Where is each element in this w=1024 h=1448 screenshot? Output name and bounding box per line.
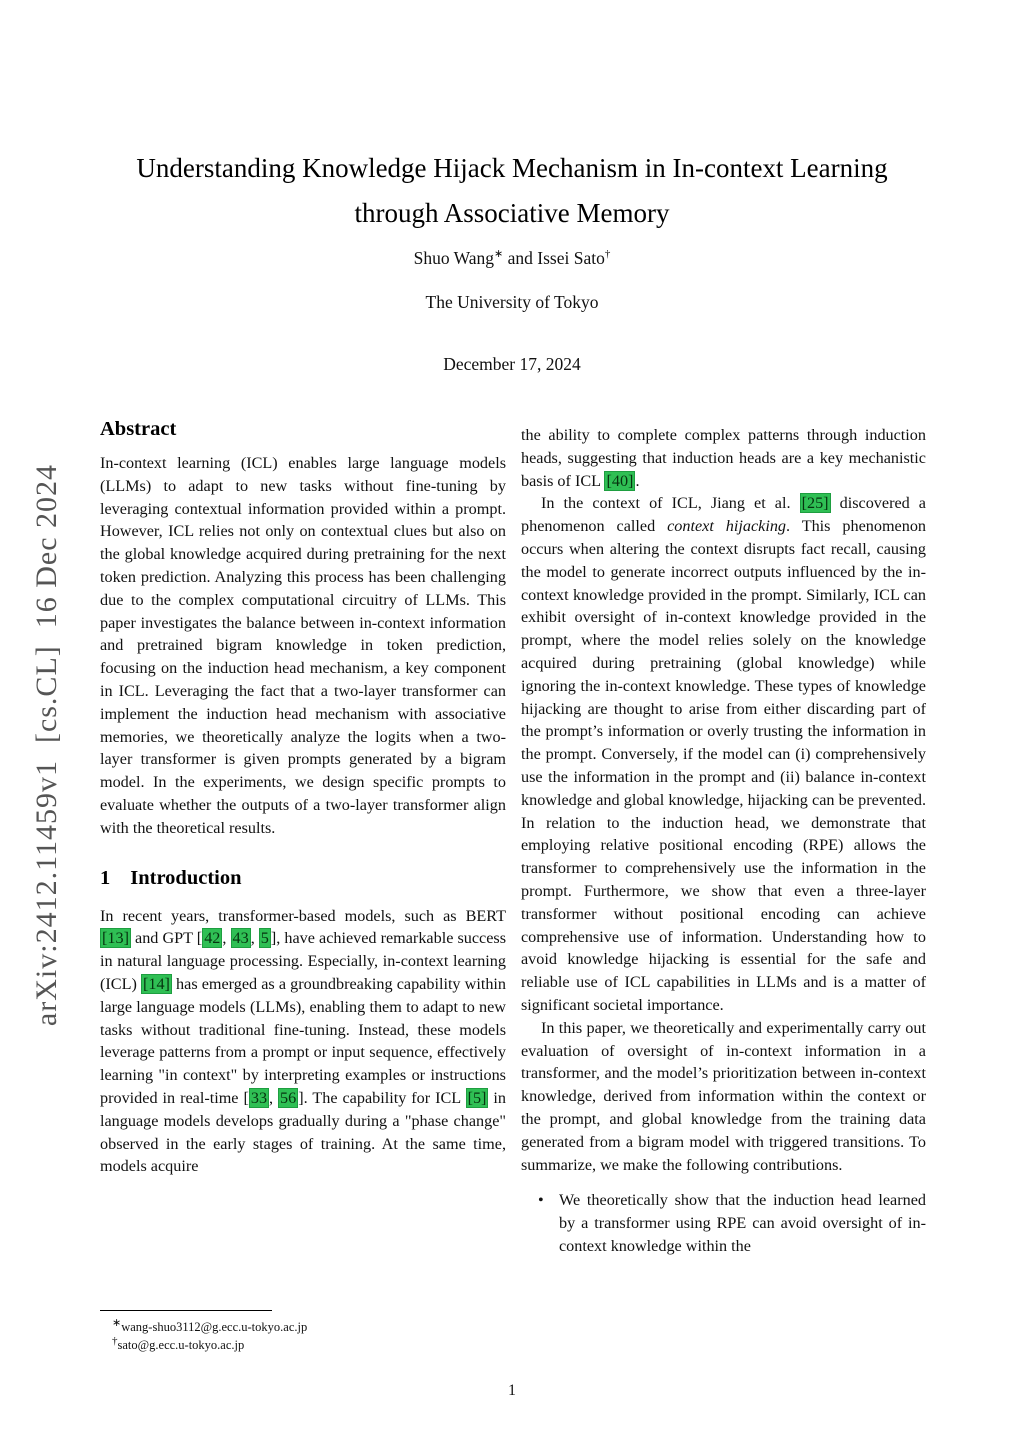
- footnote-2-email: sato@g.ecc.u-tokyo.ac.jp: [117, 1338, 245, 1352]
- paper-title-line1: Understanding Knowledge Hijack Mechanism in In-context Learning: [136, 153, 888, 183]
- footnote-2-mark: †: [112, 1334, 118, 1347]
- footnote-1-mark: ∗: [112, 1316, 122, 1329]
- paper-date: December 17, 2024: [443, 354, 581, 374]
- right-column: [521, 424, 926, 1258]
- citation-ref[interactable]: 43: [232, 929, 249, 948]
- author-footnote-mark-2: †: [604, 248, 611, 261]
- author-joiner: and: [503, 248, 538, 268]
- citation-ref[interactable]: 56: [280, 1088, 297, 1107]
- section-title: Introduction: [130, 866, 242, 889]
- footnotes-block: [100, 1310, 506, 1354]
- citation-ref[interactable]: [5]: [467, 1088, 487, 1107]
- author-name-1: Shuo Wang: [413, 248, 495, 268]
- citation-ref[interactable]: [13]: [102, 929, 129, 948]
- intro-paragraph-3: In this paper, we theoretically and experimentally carry out evaluation of oversight of in-context information in a transformer, and the model’s prioritization between in-context knowledge, derived from information within the context or the prompt, and global knowledge from the training data generated from a bigram model with triggered transitions. To summarize, we make the following contributions.: [521, 1018, 926, 1174]
- footnote-1-email: wang-shuo3112@g.ecc.u-tokyo.ac.jp: [121, 1320, 308, 1334]
- intro-paragraph-2: In the context of ICL, Jiang et al. [25] discovered a phenomenon called context hijacking. This phenomenon occurs when altering the context disrupts fact recall, causing the model to generate incorrect outputs influenced by the in-context knowledge provided in the prompt. Similarly, ICL can exhibit oversight of in-context knowledge provided in the prompt, where the model relies solely on the knowledge acquired during pretraining (global knowledge) while ignoring the in-context knowledge. These types of knowledge hijacking are thought to arise from either discarding part of the prompt’s information or overly trusting the information in the prompt. Conversely, if the model can (i) comprehensively use the information in the prompt and (ii) balance in-context knowledge and global knowledge, hijacking can be prevented. In relation to the induction head, we demonstrate that employing relative positional encoding (RPE) allows the transformer to comprehensively use the information in the prompt. Furthermore, we show that even a three-layer transformer without positional encoding can achieve comprehensive use of information. Understanding how to avoid knowledge hijacking is essential for the safe and reliable use of ICL capabilities in LLMs and is a matter of significant societal importance.: [521, 494, 927, 1014]
- section-heading-introduction: [100, 867, 506, 890]
- author-name-2: Issei Sato: [537, 248, 605, 268]
- abstract-text: In-context learning (ICL) enables large language models (LLMs) to adapt to new tasks without fine-tuning by leveraging contextual information provided within a prompt. However, ICL relies not only on contextual clues but also on the global knowledge acquired during pretraining for the next token prediction. Analyzing this process has been challenging due to the complex computational circuitry of LLMs. This paper investigates the balance between in-context information and pretrained bigram knowledge in token prediction, focusing on the induction head mechanism, a key component in ICL. Leveraging the fact that a two-layer transformer can implement the induction head mechanism with associative memories, we theoretically analyze the logits when a two-layer transformer is given prompts generated by a bigram model. In the experiments, we design specific prompts to evaluate whether the outputs of a two-layer transformer align with the theoretical results.: [100, 454, 506, 837]
- citation-ref[interactable]: 5: [260, 929, 269, 948]
- citation-ref[interactable]: [25]: [801, 494, 829, 513]
- italic-term: context hijacking: [667, 517, 787, 536]
- footnote-1: [100, 1318, 506, 1336]
- arxiv-watermark: arXiv:2412.11459v1 [cs.CL] 16 Dec 2024: [30, 463, 63, 1027]
- footnote-2: [100, 1336, 506, 1354]
- intro-paragraph-1-continuation: the ability to complete complex patterns through induction heads, suggesting that induction heads are a key mechanistic basis of ICL [40] .: [521, 426, 926, 490]
- left-column: [100, 418, 506, 1178]
- citation-ref[interactable]: [14]: [142, 974, 170, 993]
- bullet-icon: •: [538, 1191, 544, 1210]
- author-footnote-mark-1: ∗: [494, 248, 504, 261]
- citation-ref[interactable]: 33: [250, 1088, 268, 1107]
- contribution-bullet-1-text: We theoretically show that the induction head learned by a transformer using RPE can avoid oversight of in-context knowledge within the: [559, 1191, 926, 1255]
- page-number: 1: [508, 1382, 516, 1399]
- affiliation: The University of Tokyo: [425, 292, 599, 312]
- abstract-heading: Abstract: [100, 418, 177, 440]
- contribution-bullet-1: [521, 1189, 926, 1257]
- paper-title: [0, 146, 1024, 236]
- citation-ref[interactable]: 42: [204, 929, 221, 948]
- paper-title-line2: through Associative Memory: [354, 198, 670, 228]
- authors-line: [0, 248, 1024, 269]
- section-number: 1: [100, 866, 111, 889]
- intro-paragraph-1: In recent years, transformer-based models, such as BERT [13] and GPT [ 42 , 43 , 5 ], have achieved remarkable success in natural language processing. Especially, in-context learning (ICL) [14] has emerged as a groundbreaking capability within large language models (LLMs), enabling them to adapt to new tasks without traditional fine-tuning. Instead, these models leverage patterns from a prompt or input sequence, effectively learning "in context" by interpreting examples or instructions provided in real-time [ 33 , 56 ]. The capability for ICL [5] in language models develops gradually during a "phase change" observed in the early stages of training. At the same time, models acquire: [100, 906, 506, 1176]
- citation-ref[interactable]: [40]: [606, 471, 634, 490]
- footnote-rule: [100, 1310, 272, 1311]
